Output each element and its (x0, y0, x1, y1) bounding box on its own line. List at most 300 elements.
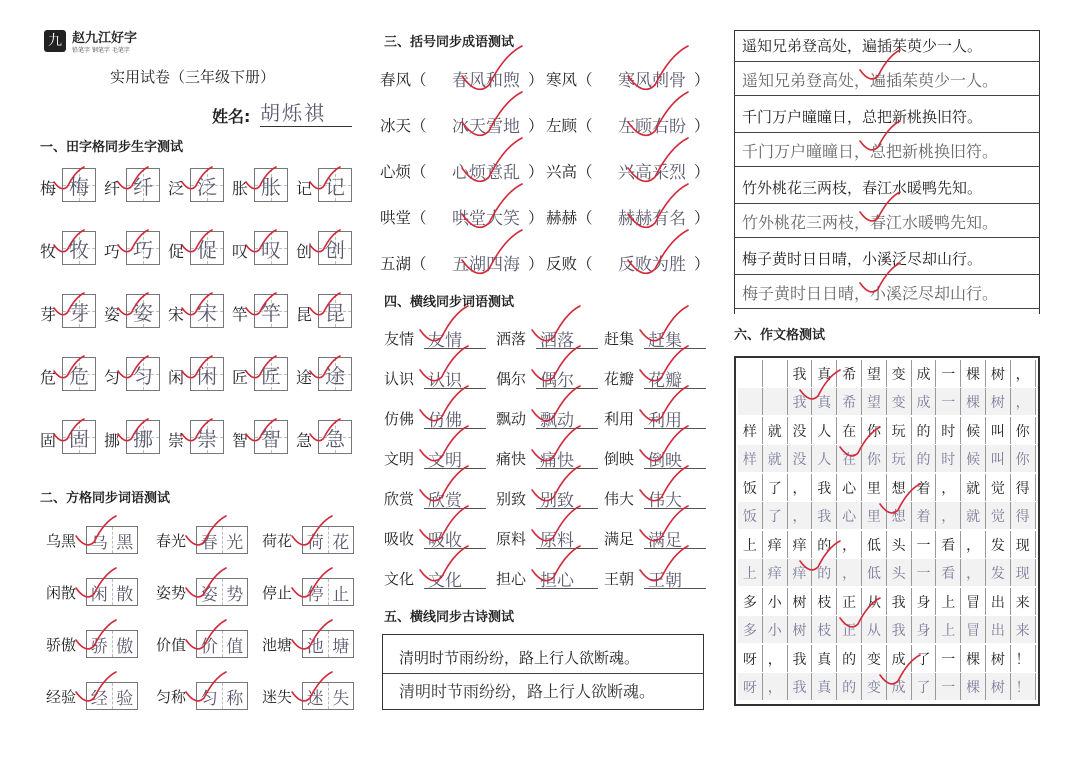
s2-answer: 春 (200, 532, 218, 553)
s1-char: 促 (168, 242, 185, 261)
comp-cell: 的 (812, 531, 837, 558)
comp-copy-row (738, 616, 1036, 643)
brand-logo: 九 (44, 30, 66, 52)
s4-word: 吸收 (384, 530, 415, 548)
s1-char: 创 (296, 242, 313, 261)
comp-cell: 就 (961, 474, 986, 501)
s4-answer: 偶尔 (536, 366, 598, 389)
comp-cell: 一 (936, 645, 961, 672)
comp-cell-answer: 人 (812, 445, 837, 472)
s2-answer: 经 (90, 688, 108, 709)
s2-word: 经验 (46, 688, 77, 706)
comp-copy-row (738, 388, 1036, 415)
comp-cell: 真 (812, 360, 837, 387)
s4-word: 担心 (496, 570, 527, 588)
comp-cell: ， (763, 645, 788, 672)
comp-cell-answer: 真 (812, 673, 837, 700)
s3-paren: ） (694, 163, 710, 181)
comp-cell: 正 (837, 588, 862, 615)
s2-box (86, 578, 138, 606)
comp-cell: 枝 (812, 588, 837, 615)
poem-line: 清明时节雨纷纷，路上行人欲断魂。 (399, 649, 640, 667)
comp-cell-answer (763, 388, 788, 415)
s2-box (86, 630, 138, 658)
comp-cell-answer: 饭 (738, 502, 763, 529)
comp-print-row (738, 360, 1036, 387)
comp-cell-answer (738, 388, 763, 415)
s1-char: 固 (40, 431, 57, 450)
comp-cell-answer: 成 (887, 673, 912, 700)
comp-cell: 希 (837, 360, 862, 387)
comp-cell: ， (961, 531, 986, 558)
comp-cell: 时 (936, 417, 961, 444)
s3-answer: 五湖四海 (452, 255, 520, 275)
comp-cell-answer: 枝 (812, 616, 837, 643)
poem-copy-line: 遥知兄弟登高处，遍插茱萸少一人。 (734, 64, 1040, 96)
s1-box (126, 420, 160, 454)
comp-cell: 上 (738, 531, 763, 558)
s1-box (254, 357, 288, 391)
comp-cell-answer: 想 (887, 502, 912, 529)
s1-answer: 姿 (133, 300, 153, 325)
comp-cell: 觉 (986, 474, 1011, 501)
comp-cell-answer: 我 (812, 502, 837, 529)
comp-cell: 树 (986, 360, 1011, 387)
comp-cell-answer: 现 (1011, 559, 1036, 586)
comp-cell: 身 (912, 588, 937, 615)
s4-word: 偶尔 (496, 370, 527, 388)
poem-copy-line: 梅子黄时日日晴，小溪泛尽却山行。 (734, 277, 1040, 309)
s2-answer: 骄 (90, 636, 108, 657)
comp-cell: 一 (936, 360, 961, 387)
s2-box (302, 630, 354, 658)
s1-answer: 纤 (133, 174, 153, 199)
s1-answer: 崇 (197, 426, 217, 451)
comp-cell: 成 (912, 360, 937, 387)
s3-idiom: 反败（ (546, 255, 593, 273)
s1-char: 智 (232, 431, 249, 450)
comp-cell: 我 (788, 360, 813, 387)
s1-answer: 固 (69, 426, 89, 451)
s2-answer: 散 (112, 579, 138, 605)
s1-char: 匠 (232, 368, 249, 387)
comp-cell-answer: 一 (936, 388, 961, 415)
s3-answer: 心烦意乱 (452, 163, 520, 183)
comp-print-row (738, 417, 1036, 444)
s4-answer: 原料 (536, 526, 598, 549)
comp-cell-answer: 正 (837, 616, 862, 643)
comp-cell: 候 (961, 417, 986, 444)
comp-cell: 了 (912, 645, 937, 672)
s1-char: 挪 (104, 431, 121, 450)
comp-cell-answer: 成 (912, 388, 937, 415)
s1-answer: 智 (261, 426, 281, 451)
s2-word: 荷花 (262, 532, 293, 550)
s4-answer: 花瓣 (644, 366, 706, 389)
s2-word: 姿势 (156, 584, 187, 602)
comp-cell-answer: 的 (912, 445, 937, 472)
comp-cell-answer: 棵 (961, 673, 986, 700)
s1-box (318, 168, 352, 202)
s2-answer: 池 (306, 636, 324, 657)
s1-char: 途 (296, 368, 313, 387)
s4-answer: 仿佛 (424, 406, 486, 429)
comp-copy-row (738, 445, 1036, 472)
comp-cell-answer: 心 (837, 502, 862, 529)
s2-box (196, 630, 248, 658)
comp-cell: ！ (1011, 645, 1036, 672)
s1-answer: 叹 (261, 237, 281, 262)
s1-char: 昆 (296, 305, 313, 324)
s2-answer: 价 (200, 636, 218, 657)
comp-cell: 变 (862, 645, 887, 672)
comp-cell: 望 (862, 360, 887, 387)
s4-answer: 利用 (644, 406, 706, 429)
s1-char: 纤 (104, 179, 121, 198)
s1-box (190, 231, 224, 265)
s3-paren: ） (528, 71, 544, 89)
s2-box (196, 682, 248, 710)
comp-cell-answer: 变 (862, 673, 887, 700)
s1-answer: 芽 (69, 300, 89, 325)
comp-cell: 你 (862, 417, 887, 444)
s1-box (318, 357, 352, 391)
s4-word: 文化 (384, 570, 415, 588)
s3-answer: 赫赫有名 (618, 209, 686, 229)
s1-answer: 胀 (261, 174, 281, 199)
poem-copy-line: 竹外桃花三两枝，春江水暖鸭先知。 (734, 206, 1040, 238)
comp-print-row (738, 531, 1036, 558)
s3-idiom: 赫赫（ (546, 209, 593, 227)
s4-answer: 洒落 (536, 326, 598, 349)
s1-box (62, 294, 96, 328)
comp-cell: 小 (763, 588, 788, 615)
comp-cell-answer: 得 (1011, 502, 1036, 529)
s2-word: 价值 (156, 636, 187, 654)
s4-answer: 文化 (424, 566, 486, 589)
s1-char: 牧 (40, 242, 57, 261)
s1-answer: 牧 (69, 237, 89, 262)
comp-cell (763, 360, 788, 387)
s1-box (190, 420, 224, 454)
s2-word: 骄傲 (46, 636, 77, 654)
section-3-title: 三、括号同步成语测试 (384, 35, 515, 50)
brand-tagline: 铅笔字 钢笔字 毛笔字 (72, 47, 130, 54)
comp-cell: 从 (862, 588, 887, 615)
s2-answer: 闲 (90, 584, 108, 605)
s1-char: 闲 (168, 368, 185, 387)
s2-word: 春光 (156, 532, 187, 550)
comp-cell: 真 (812, 645, 837, 672)
comp-cell: ， (837, 531, 862, 558)
s3-idiom: 哄堂（ (380, 209, 427, 227)
comp-cell: 里 (862, 474, 887, 501)
s1-answer: 创 (325, 237, 345, 262)
name-label: 姓名: (212, 107, 251, 126)
comp-cell: 树 (986, 645, 1011, 672)
comp-cell-answer: 一 (912, 559, 937, 586)
s4-answer: 伟大 (644, 486, 706, 509)
comp-cell: 玩 (887, 417, 912, 444)
s3-answer: 左顾右盼 (618, 117, 686, 137)
s2-answer: 荷 (306, 532, 324, 553)
comp-cell: 上 (936, 588, 961, 615)
s2-answer: 塘 (328, 631, 354, 657)
s1-answer: 昆 (325, 300, 345, 325)
comp-cell-answer: 发 (986, 559, 1011, 586)
s3-answer: 春风和煦 (452, 71, 520, 91)
comp-cell: 叫 (986, 417, 1011, 444)
comp-cell: 发 (986, 531, 1011, 558)
s2-answer: 光 (222, 527, 248, 553)
comp-cell: ， (936, 474, 961, 501)
s3-idiom: 春风（ (380, 71, 427, 89)
comp-cell: 在 (837, 417, 862, 444)
s2-box (196, 578, 248, 606)
s2-box (86, 682, 138, 710)
poem-answer: 清明时节雨纷纷，路上行人欲断魂。 (399, 682, 656, 701)
comp-cell-answer: 一 (936, 673, 961, 700)
s2-word: 迷失 (262, 688, 293, 706)
comp-cell-answer: 看 (936, 559, 961, 586)
comp-print-row (738, 474, 1036, 501)
comp-cell: 头 (887, 531, 912, 558)
comp-cell: 的 (837, 645, 862, 672)
s1-answer: 记 (325, 174, 345, 199)
section-1-title: 一、田字格同步生字测试 (40, 140, 184, 155)
s1-box (318, 231, 352, 265)
s2-box (302, 578, 354, 606)
comp-cell-answer: 树 (986, 673, 1011, 700)
s4-word: 满足 (604, 530, 635, 548)
s1-answer: 促 (197, 237, 217, 262)
comp-cell-answer: 真 (812, 388, 837, 415)
comp-cell: 人 (812, 417, 837, 444)
s1-char: 宋 (168, 305, 185, 324)
comp-cell: 痒 (763, 531, 788, 558)
s1-char: 胀 (232, 179, 249, 198)
s1-char: 崇 (168, 431, 185, 450)
comp-cell: 着 (912, 474, 937, 501)
s3-idiom: 心烦（ (380, 163, 427, 181)
s3-idiom: 兴高（ (546, 163, 593, 181)
s1-box (254, 294, 288, 328)
comp-print-row (738, 645, 1036, 672)
comp-cell-answer: 冒 (961, 616, 986, 643)
s1-char: 巧 (104, 242, 121, 261)
comp-cell-answer: 候 (961, 445, 986, 472)
s2-word: 停止 (262, 584, 293, 602)
comp-cell: 低 (862, 531, 887, 558)
comp-cell: 看 (936, 531, 961, 558)
s3-paren: ） (528, 209, 544, 227)
name-value: 胡烁祺 (260, 97, 352, 127)
comp-cell-answer: 从 (862, 616, 887, 643)
comp-cell-answer: 我 (887, 616, 912, 643)
s1-char: 急 (296, 431, 313, 450)
comp-cell: 成 (887, 645, 912, 672)
s2-answer: 值 (222, 631, 248, 657)
comp-cell-answer: 痒 (788, 559, 813, 586)
s1-answer: 途 (325, 363, 345, 388)
s1-box (62, 231, 96, 265)
poem-box (382, 634, 704, 710)
s1-box (62, 357, 96, 391)
comp-cell: 我 (812, 474, 837, 501)
s1-char: 叹 (232, 242, 249, 261)
comp-cell (738, 360, 763, 387)
s4-answer: 满足 (644, 526, 706, 549)
s3-answer: 兴高采烈 (618, 163, 686, 183)
comp-cell: 痒 (788, 531, 813, 558)
s3-answer: 反败为胜 (618, 255, 686, 275)
s2-answer: 黑 (112, 527, 138, 553)
comp-cell: 多 (738, 588, 763, 615)
s4-word: 飘动 (496, 410, 527, 428)
comp-cell-answer: 树 (788, 616, 813, 643)
comp-cell: ， (788, 474, 813, 501)
s3-idiom: 冰天（ (380, 117, 427, 135)
comp-copy-row (738, 502, 1036, 529)
s3-idiom: 五湖（ (380, 255, 427, 273)
s3-paren: ） (694, 117, 710, 135)
comp-cell-answer: 你 (1011, 445, 1036, 472)
s4-answer: 别致 (536, 486, 598, 509)
comp-cell-answer: 没 (788, 445, 813, 472)
s4-word: 文明 (384, 450, 415, 468)
comp-cell-answer: 的 (837, 673, 862, 700)
s1-answer: 匀 (133, 363, 153, 388)
comp-cell: 出 (986, 588, 1011, 615)
comp-cell-answer: 上 (936, 616, 961, 643)
s3-paren: ） (694, 71, 710, 89)
comp-cell: 来 (1011, 588, 1036, 615)
comp-cell-answer: 头 (887, 559, 912, 586)
s1-answer: 泛 (197, 174, 217, 199)
comp-cell-answer: 来 (1011, 616, 1036, 643)
s1-answer: 危 (69, 363, 89, 388)
comp-cell: ， (1011, 360, 1036, 387)
s1-char: 梅 (40, 179, 57, 198)
section-4-title: 四、横线同步词语测试 (384, 295, 515, 310)
s1-box (126, 294, 160, 328)
comp-cell-answer: 样 (738, 445, 763, 472)
s4-word: 王朝 (604, 570, 635, 588)
s4-answer: 欣赏 (424, 486, 486, 509)
comp-cell: 棵 (961, 360, 986, 387)
comp-cell-answer: 了 (763, 502, 788, 529)
s1-answer: 巧 (133, 237, 153, 262)
comp-copy-row (738, 559, 1036, 586)
comp-cell: 想 (887, 474, 912, 501)
s1-box (62, 420, 96, 454)
s3-answer: 冰天雪地 (452, 117, 520, 137)
comp-cell-answer: 呀 (738, 673, 763, 700)
comp-cell-answer: ， (961, 559, 986, 586)
s3-paren: ） (528, 163, 544, 181)
s2-answer: 乌 (90, 532, 108, 553)
s4-answer: 认识 (424, 366, 486, 389)
s1-box (254, 168, 288, 202)
poem-print-line: 竹外桃花三两枝，春江水暖鸭先知。 (734, 172, 1040, 204)
comp-cell-answer: ， (763, 673, 788, 700)
s1-answer: 闲 (197, 363, 217, 388)
s4-answer: 痛快 (536, 446, 598, 469)
comp-cell-answer: 树 (986, 388, 1011, 415)
s2-answer: 傲 (112, 631, 138, 657)
s2-word: 匀称 (156, 688, 187, 706)
comp-cell-answer: 里 (862, 502, 887, 529)
s2-answer: 验 (112, 683, 138, 709)
section-2-title: 二、方格同步词语测试 (40, 491, 171, 506)
comp-cell-answer: 上 (738, 559, 763, 586)
page-title: 实用试卷（三年级下册） (110, 68, 276, 86)
comp-cell: 了 (763, 474, 788, 501)
s4-word: 利用 (604, 410, 635, 428)
comp-cell: 我 (887, 588, 912, 615)
s4-word: 伟大 (604, 490, 635, 508)
s2-answer: 花 (328, 527, 354, 553)
s1-box (318, 294, 352, 328)
comp-cell-answer: 望 (862, 388, 887, 415)
s4-word: 认识 (384, 370, 415, 388)
s1-box (126, 231, 160, 265)
comp-cell-answer: ， (1011, 388, 1036, 415)
comp-cell-answer: 低 (862, 559, 887, 586)
s1-answer: 宋 (197, 300, 217, 325)
s4-answer: 倒映 (644, 446, 706, 469)
s4-word: 倒映 (604, 450, 635, 468)
comp-cell: 心 (837, 474, 862, 501)
comp-cell: 我 (788, 645, 813, 672)
comp-cell-answer: 你 (862, 445, 887, 472)
s2-answer: 停 (306, 584, 324, 605)
s2-answer: 匀 (200, 688, 218, 709)
comp-cell: 你 (1011, 417, 1036, 444)
comp-cell-answer: 玩 (887, 445, 912, 472)
s1-answer: 竿 (261, 300, 281, 325)
s4-word: 别致 (496, 490, 527, 508)
s3-paren: ） (528, 255, 544, 273)
section-6-title: 六、作文格测试 (734, 328, 826, 343)
comp-cell: 饭 (738, 474, 763, 501)
s1-box (254, 420, 288, 454)
comp-cell-answer: 着 (912, 502, 937, 529)
s4-word: 花瓣 (604, 370, 635, 388)
s3-answer: 寒风刺骨 (618, 71, 686, 91)
comp-cell-answer: 多 (738, 616, 763, 643)
s1-char: 芽 (40, 305, 57, 324)
s1-box (254, 231, 288, 265)
s3-idiom: 寒风（ (546, 71, 593, 89)
comp-cell-answer: 的 (812, 559, 837, 586)
comp-cell: 样 (738, 417, 763, 444)
comp-cell-answer: 了 (912, 673, 937, 700)
s3-paren: ） (528, 117, 544, 135)
s2-box (196, 526, 248, 554)
comp-cell-answer: 小 (763, 616, 788, 643)
s2-answer: 失 (328, 683, 354, 709)
s4-answer: 飘动 (536, 406, 598, 429)
s2-answer: 姿 (200, 584, 218, 605)
s1-answer: 挪 (133, 426, 153, 451)
s4-answer: 赶集 (644, 326, 706, 349)
poem-print-line: 遥知兄弟登高处，遍插茱萸少一人。 (734, 30, 1040, 62)
comp-cell: 变 (887, 360, 912, 387)
s2-answer: 止 (328, 579, 354, 605)
s1-char: 姿 (104, 305, 121, 324)
s2-answer: 势 (222, 579, 248, 605)
